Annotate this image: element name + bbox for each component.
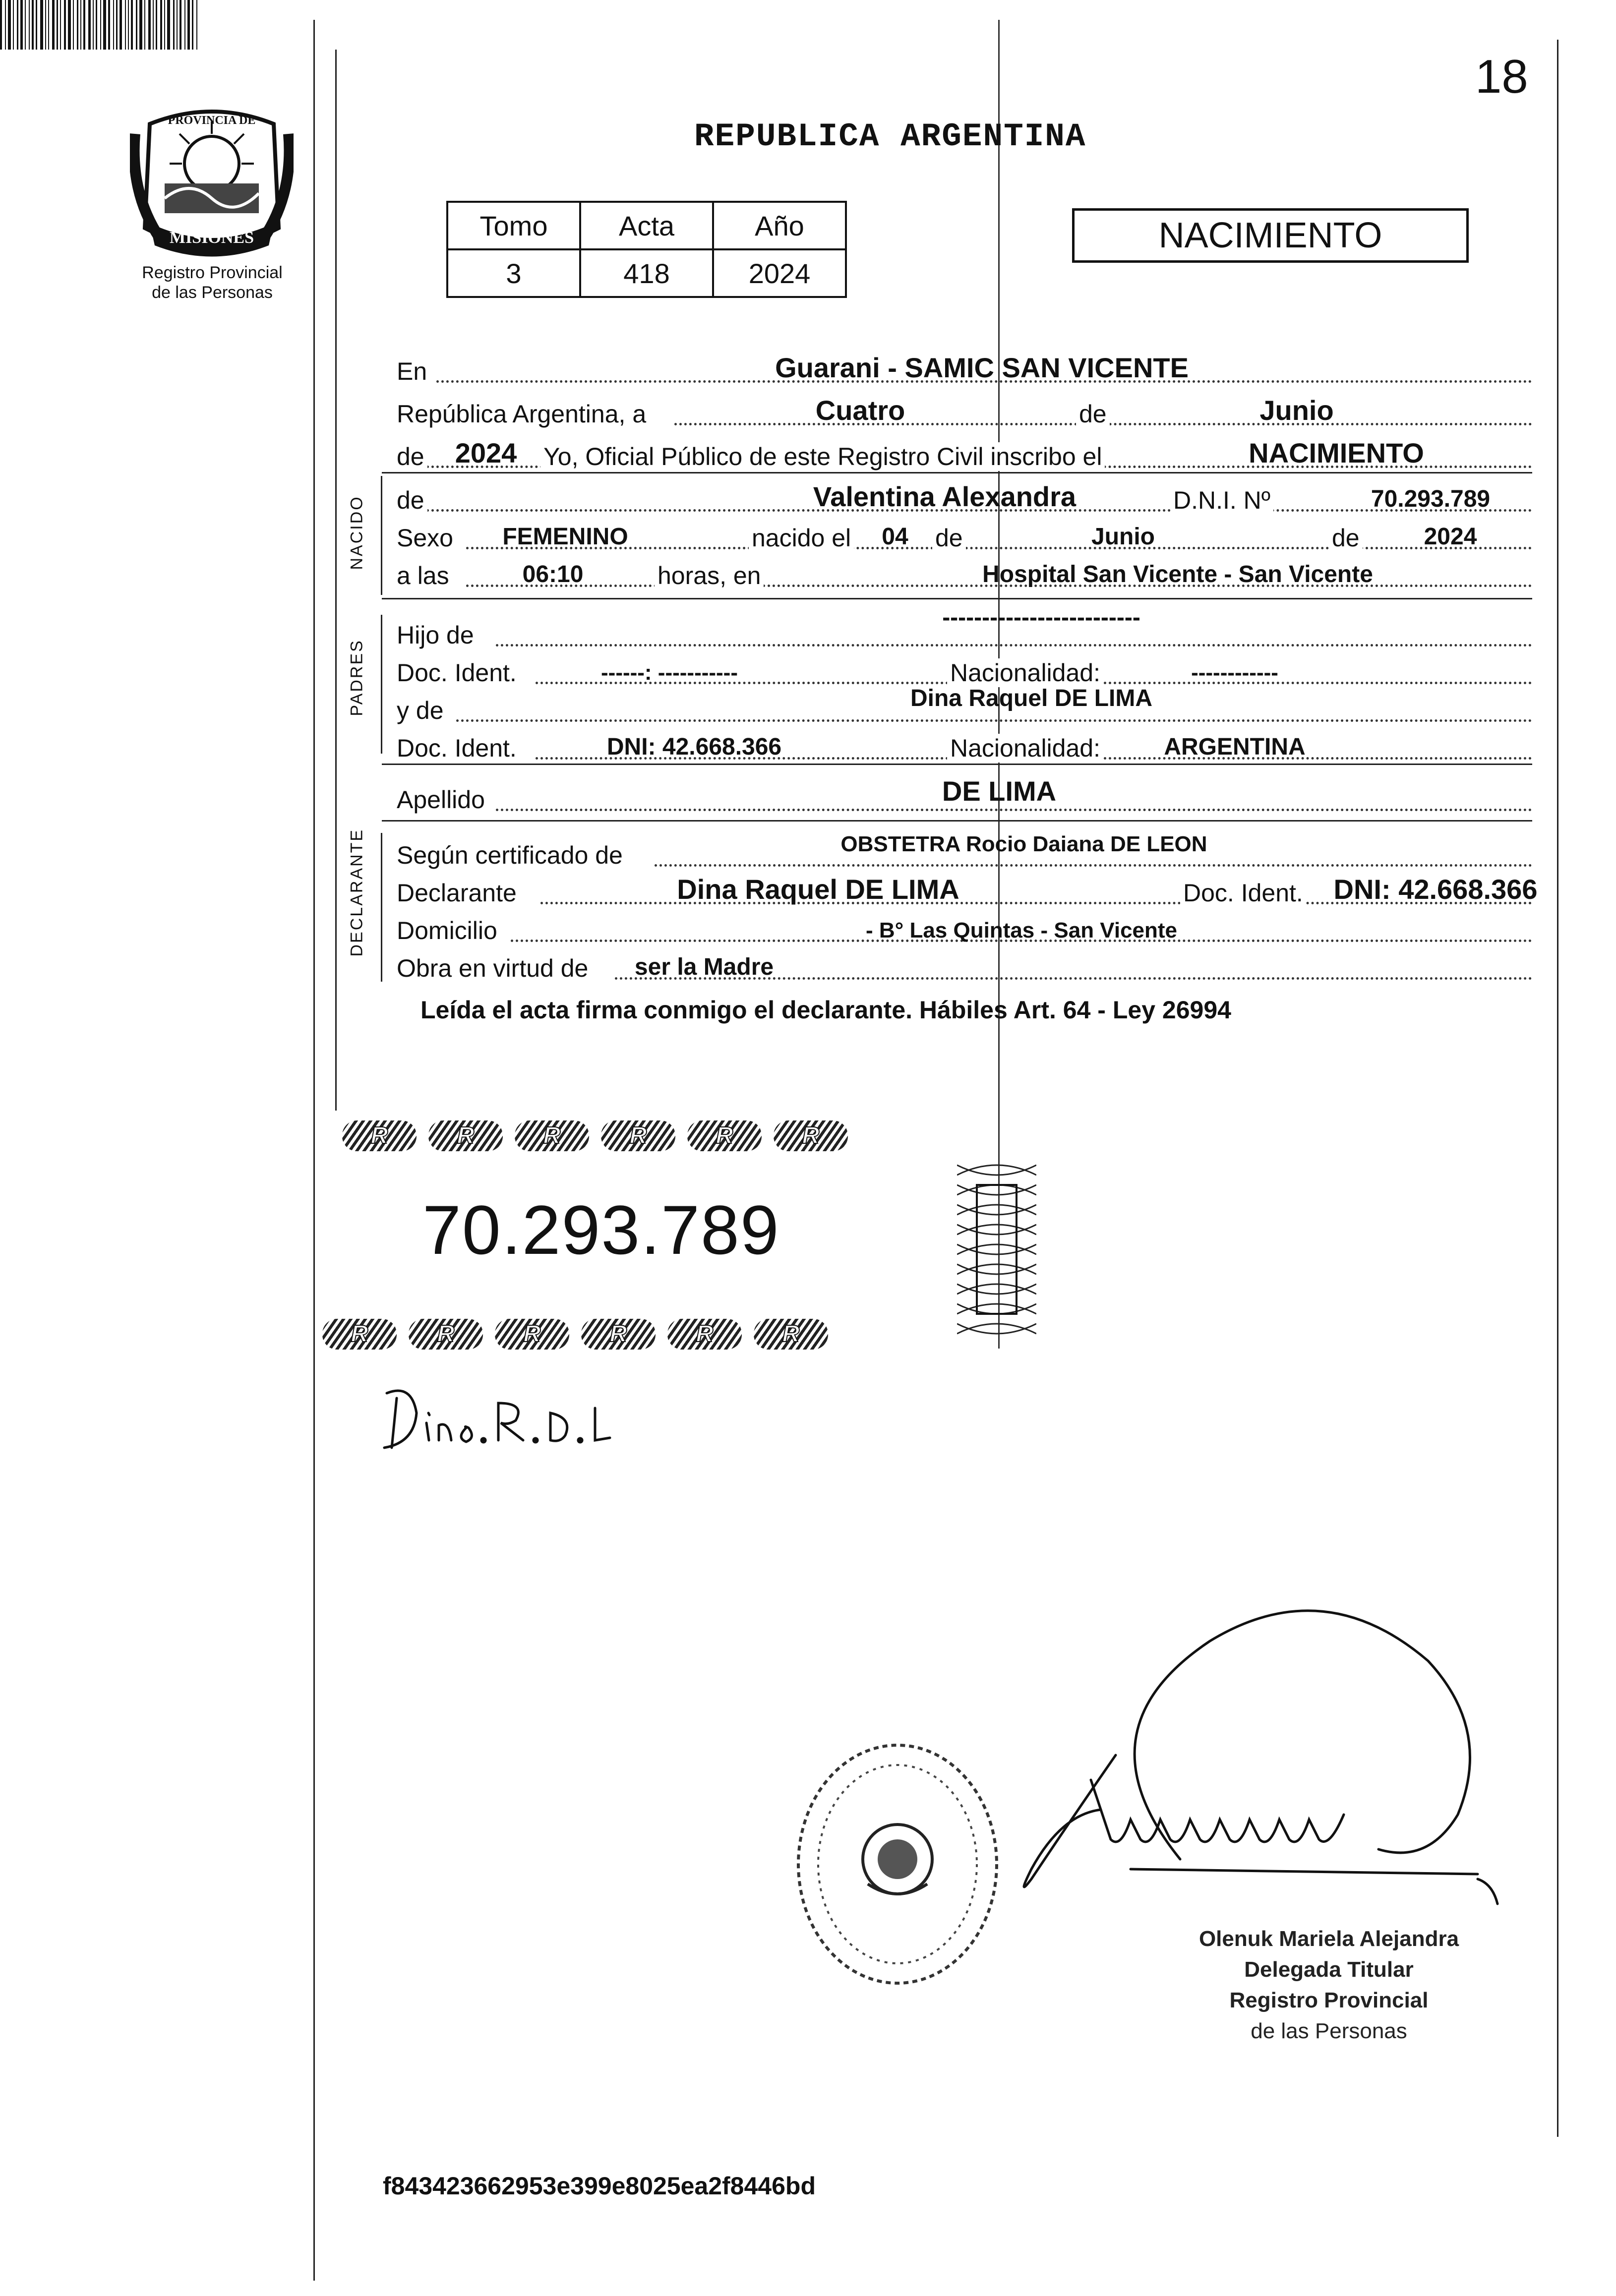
barcode-bar (128, 0, 129, 50)
official-name: Olenuk Mariela Alejandra (1198, 1927, 1459, 1951)
label-nacido-el: nacido el (749, 524, 854, 552)
section-label-nacido: NACIDO (347, 495, 366, 570)
barcode-bar (45, 0, 46, 50)
barcode-bar (120, 0, 122, 50)
label-dni: D.N.I. Nº (1170, 486, 1273, 515)
section-bar-declarante (381, 833, 382, 982)
value-day-words: Cuatro (815, 395, 905, 426)
ref-header-acta: Acta (580, 202, 713, 249)
value-child-name: Valentina Alexandra (813, 481, 1077, 512)
barcode-bar (136, 0, 137, 50)
registry-caption-line2: de las Personas (152, 283, 273, 302)
label-horas-en: horas, en (655, 561, 764, 590)
label-nacionalidad-father: Nacionalidad: (947, 658, 1103, 687)
row-date (397, 392, 1532, 428)
barcode-bar (57, 0, 58, 50)
barcode-bar (40, 0, 43, 50)
row-place (397, 349, 1532, 386)
row-sex-birth (397, 516, 1532, 552)
section-divider (382, 764, 1532, 765)
r-tile: R (667, 1319, 742, 1350)
barcode-bar (17, 0, 18, 50)
barcode-bar (156, 0, 157, 50)
label-y-de: y de (397, 696, 447, 725)
barcode-bar (73, 0, 74, 50)
r-tile: R (409, 1319, 483, 1350)
barcode-bar (36, 0, 37, 50)
barcode-bar (167, 0, 170, 50)
value-inscribo: NACIMIENTO (1249, 437, 1424, 469)
barcode-bar (80, 0, 81, 50)
value-hospital: Hospital San Vicente - San Vicente (982, 561, 1373, 588)
value-place: Guarani - SAMIC SAN VICENTE (775, 352, 1189, 383)
r-tile: R (428, 1120, 503, 1151)
section-label-declarante: DECLARANTE (347, 828, 366, 957)
r-tile: R (495, 1319, 569, 1350)
province-seal-logo (130, 104, 294, 258)
barcode-bar (5, 0, 6, 50)
row-surname (397, 777, 1532, 814)
barcode-bar (164, 0, 165, 50)
barcode-bar (184, 0, 185, 50)
ref-value-tomo: 3 (447, 249, 580, 297)
value-declarant: Dina Raquel DE LIMA (677, 874, 959, 905)
legal-note: Leída el acta firma conmigo el declarante. Hábiles Art. 64 - Ley 26994 (420, 996, 1231, 1024)
barcode-bar (108, 0, 110, 50)
value-birth-year: 2024 (1424, 524, 1477, 550)
label-obra: Obra en virtud de (397, 954, 591, 983)
barcode-bar (25, 0, 26, 50)
label-domicilio: Domicilio (397, 916, 500, 945)
value-time: 06:10 (522, 561, 584, 588)
barcode-bar (153, 0, 154, 50)
barcode-bar (20, 0, 23, 50)
barcode-bar (96, 0, 97, 50)
label-doc-ident-father: Doc. Ident. (397, 658, 520, 687)
barcode-bar (88, 0, 91, 50)
r-tile: R (515, 1120, 589, 1151)
barcode-bar (131, 0, 133, 50)
barcode-bar (148, 0, 151, 50)
value-mother-doc: DNI: 42.668.366 (606, 734, 782, 760)
page-number: 18 (1475, 50, 1528, 103)
record-reference-table (446, 201, 847, 298)
label-republica: República Argentina, a (397, 400, 649, 428)
r-tile: R (581, 1319, 656, 1350)
barcode-bar (93, 0, 94, 50)
section-label-padres: PADRES (347, 639, 366, 716)
row-declarant (397, 871, 1538, 907)
value-year: 2024 (455, 437, 517, 469)
label-doc-ident-declarant: Doc. Ident. (1180, 879, 1306, 907)
barcode-bar (0, 0, 2, 50)
registry-caption (123, 263, 301, 302)
barcode-bar (77, 0, 78, 50)
value-certificate: OBSTETRA Rocio Daiana DE LEON (840, 832, 1207, 856)
barcode-bar (113, 0, 114, 50)
barcode-bar (13, 0, 14, 50)
barcode-bar (125, 0, 126, 50)
value-father-doc: ------: ----------- (601, 660, 738, 685)
label-a-las: a las (397, 561, 452, 590)
barcode-bar (60, 0, 61, 50)
row-inscribo (397, 434, 1532, 471)
r-tile: R (774, 1120, 848, 1151)
label-de-year: de (397, 442, 427, 471)
barcode-bar (103, 0, 106, 50)
value-month: Junio (1259, 395, 1334, 426)
dotted-line (456, 719, 1532, 722)
value-birth-month: Junio (1091, 524, 1155, 550)
barcode-bar (29, 0, 30, 50)
svg-text:MISIONES: MISIONES (169, 229, 254, 247)
barcode-bar (32, 0, 34, 50)
ref-value-acta: 418 (580, 249, 713, 297)
row-name (397, 478, 1532, 515)
left-margin-line (335, 50, 337, 1111)
r-tile: R (687, 1120, 762, 1151)
label-sexo: Sexo (397, 524, 456, 552)
value-address: - B° Las Quintas - San Vicente (865, 918, 1178, 942)
document-type-box: NACIMIENTO (1072, 208, 1469, 263)
row-father-doc (397, 650, 1532, 687)
official-org-line2: de las Personas (1251, 2019, 1407, 2043)
document-hash: f843423662953e399e8025ea2f8446bd (383, 2172, 816, 2200)
section-divider (382, 472, 1532, 473)
section-divider (382, 820, 1532, 822)
label-de-name: de (397, 486, 427, 515)
r-tile: R (601, 1120, 675, 1151)
barcode-bar (116, 0, 118, 50)
ref-header-tomo: Tomo (447, 202, 580, 249)
barcode-bar (173, 0, 175, 50)
label-nacionalidad-mother: Nacionalidad: (947, 734, 1103, 763)
label-apellido: Apellido (397, 785, 488, 814)
barcode-bar (139, 0, 142, 50)
value-father: ------------------------- (942, 604, 1140, 631)
label-de-day: de (932, 524, 966, 552)
right-border-line (1557, 40, 1558, 2137)
dotted-line (655, 864, 1532, 867)
value-birth-day: 04 (882, 524, 908, 550)
barcode-bar (196, 0, 197, 50)
left-border-line (313, 20, 315, 2281)
barcode-bar (187, 0, 190, 50)
barcode-bar (52, 0, 55, 50)
barcode-bar (48, 0, 49, 50)
dotted-line (496, 809, 1532, 811)
svg-text:PROVINCIA DE: PROVINCIA DE (168, 114, 256, 127)
section-bar-nacido (381, 476, 382, 595)
official-signature (1002, 1582, 1517, 1929)
barcode-bar (64, 0, 66, 50)
value-mother: Dina Raquel DE LIMA (910, 685, 1153, 711)
registry-caption-line1: Registro Provincial (142, 263, 283, 282)
section-bar-padres (381, 615, 382, 754)
label-hijo-de: Hijo de (397, 621, 477, 649)
value-mother-nationality: ARGENTINA (1164, 734, 1306, 760)
barcode-bar (177, 0, 178, 50)
label-declarante: Declarante (397, 879, 520, 907)
label-doc-ident-mother: Doc. Ident. (397, 734, 520, 763)
declarant-signature (377, 1373, 635, 1463)
row-mother (397, 685, 1532, 725)
value-surname: DE LIMA (942, 775, 1057, 807)
security-band-top (342, 1120, 848, 1151)
official-signature-caption (1145, 1924, 1512, 2047)
row-virtue (397, 946, 1532, 983)
value-declarant-doc: DNI: 42.668.366 (1333, 874, 1538, 905)
value-dni: 70.293.789 (1371, 486, 1491, 512)
value-sex: FEMENINO (502, 524, 628, 550)
barcode-bar (8, 0, 11, 50)
ref-value-ano: 2024 (713, 249, 846, 297)
barcode-bar (192, 0, 193, 50)
official-org-line1: Registro Provincial (1229, 1988, 1429, 2012)
row-certificate (397, 833, 1532, 870)
row-father (397, 604, 1532, 649)
label-inscribo: Yo, Oficial Público de este Registro Civil inscribo el (540, 442, 1105, 471)
sticker-dni-number: 70.293.789 (422, 1191, 780, 1269)
row-time-place (397, 553, 1532, 590)
r-tile: R (342, 1120, 417, 1151)
republic-title: REPUBLICA ARGENTINA (694, 118, 1086, 155)
security-band-bottom (322, 1319, 828, 1350)
section-divider (382, 598, 1532, 599)
ref-header-ano: Año (713, 202, 846, 249)
value-virtue: ser la Madre (634, 954, 774, 980)
label-en: En (397, 357, 430, 386)
sticker-barcode (0, 0, 298, 50)
barcode-bar (180, 0, 181, 50)
barcode-bar (144, 0, 145, 50)
official-round-seal (783, 1735, 1012, 1993)
row-address (397, 908, 1532, 945)
hologram-pattern (957, 1155, 1036, 1344)
barcode-bar (100, 0, 101, 50)
barcode-bar (83, 0, 85, 50)
dotted-line (496, 644, 1532, 647)
barcode-bar (68, 0, 71, 50)
row-mother-doc (397, 726, 1532, 763)
barcode-bar (160, 0, 162, 50)
label-de-month: de (1329, 524, 1363, 552)
label-de: de (1076, 400, 1110, 428)
r-tile: R (754, 1319, 828, 1350)
label-segun: Según certificado de (397, 841, 626, 870)
official-role: Delegada Titular (1244, 1957, 1414, 1982)
r-tile: R (322, 1319, 397, 1350)
value-father-nationality: ------------ (1191, 660, 1278, 685)
